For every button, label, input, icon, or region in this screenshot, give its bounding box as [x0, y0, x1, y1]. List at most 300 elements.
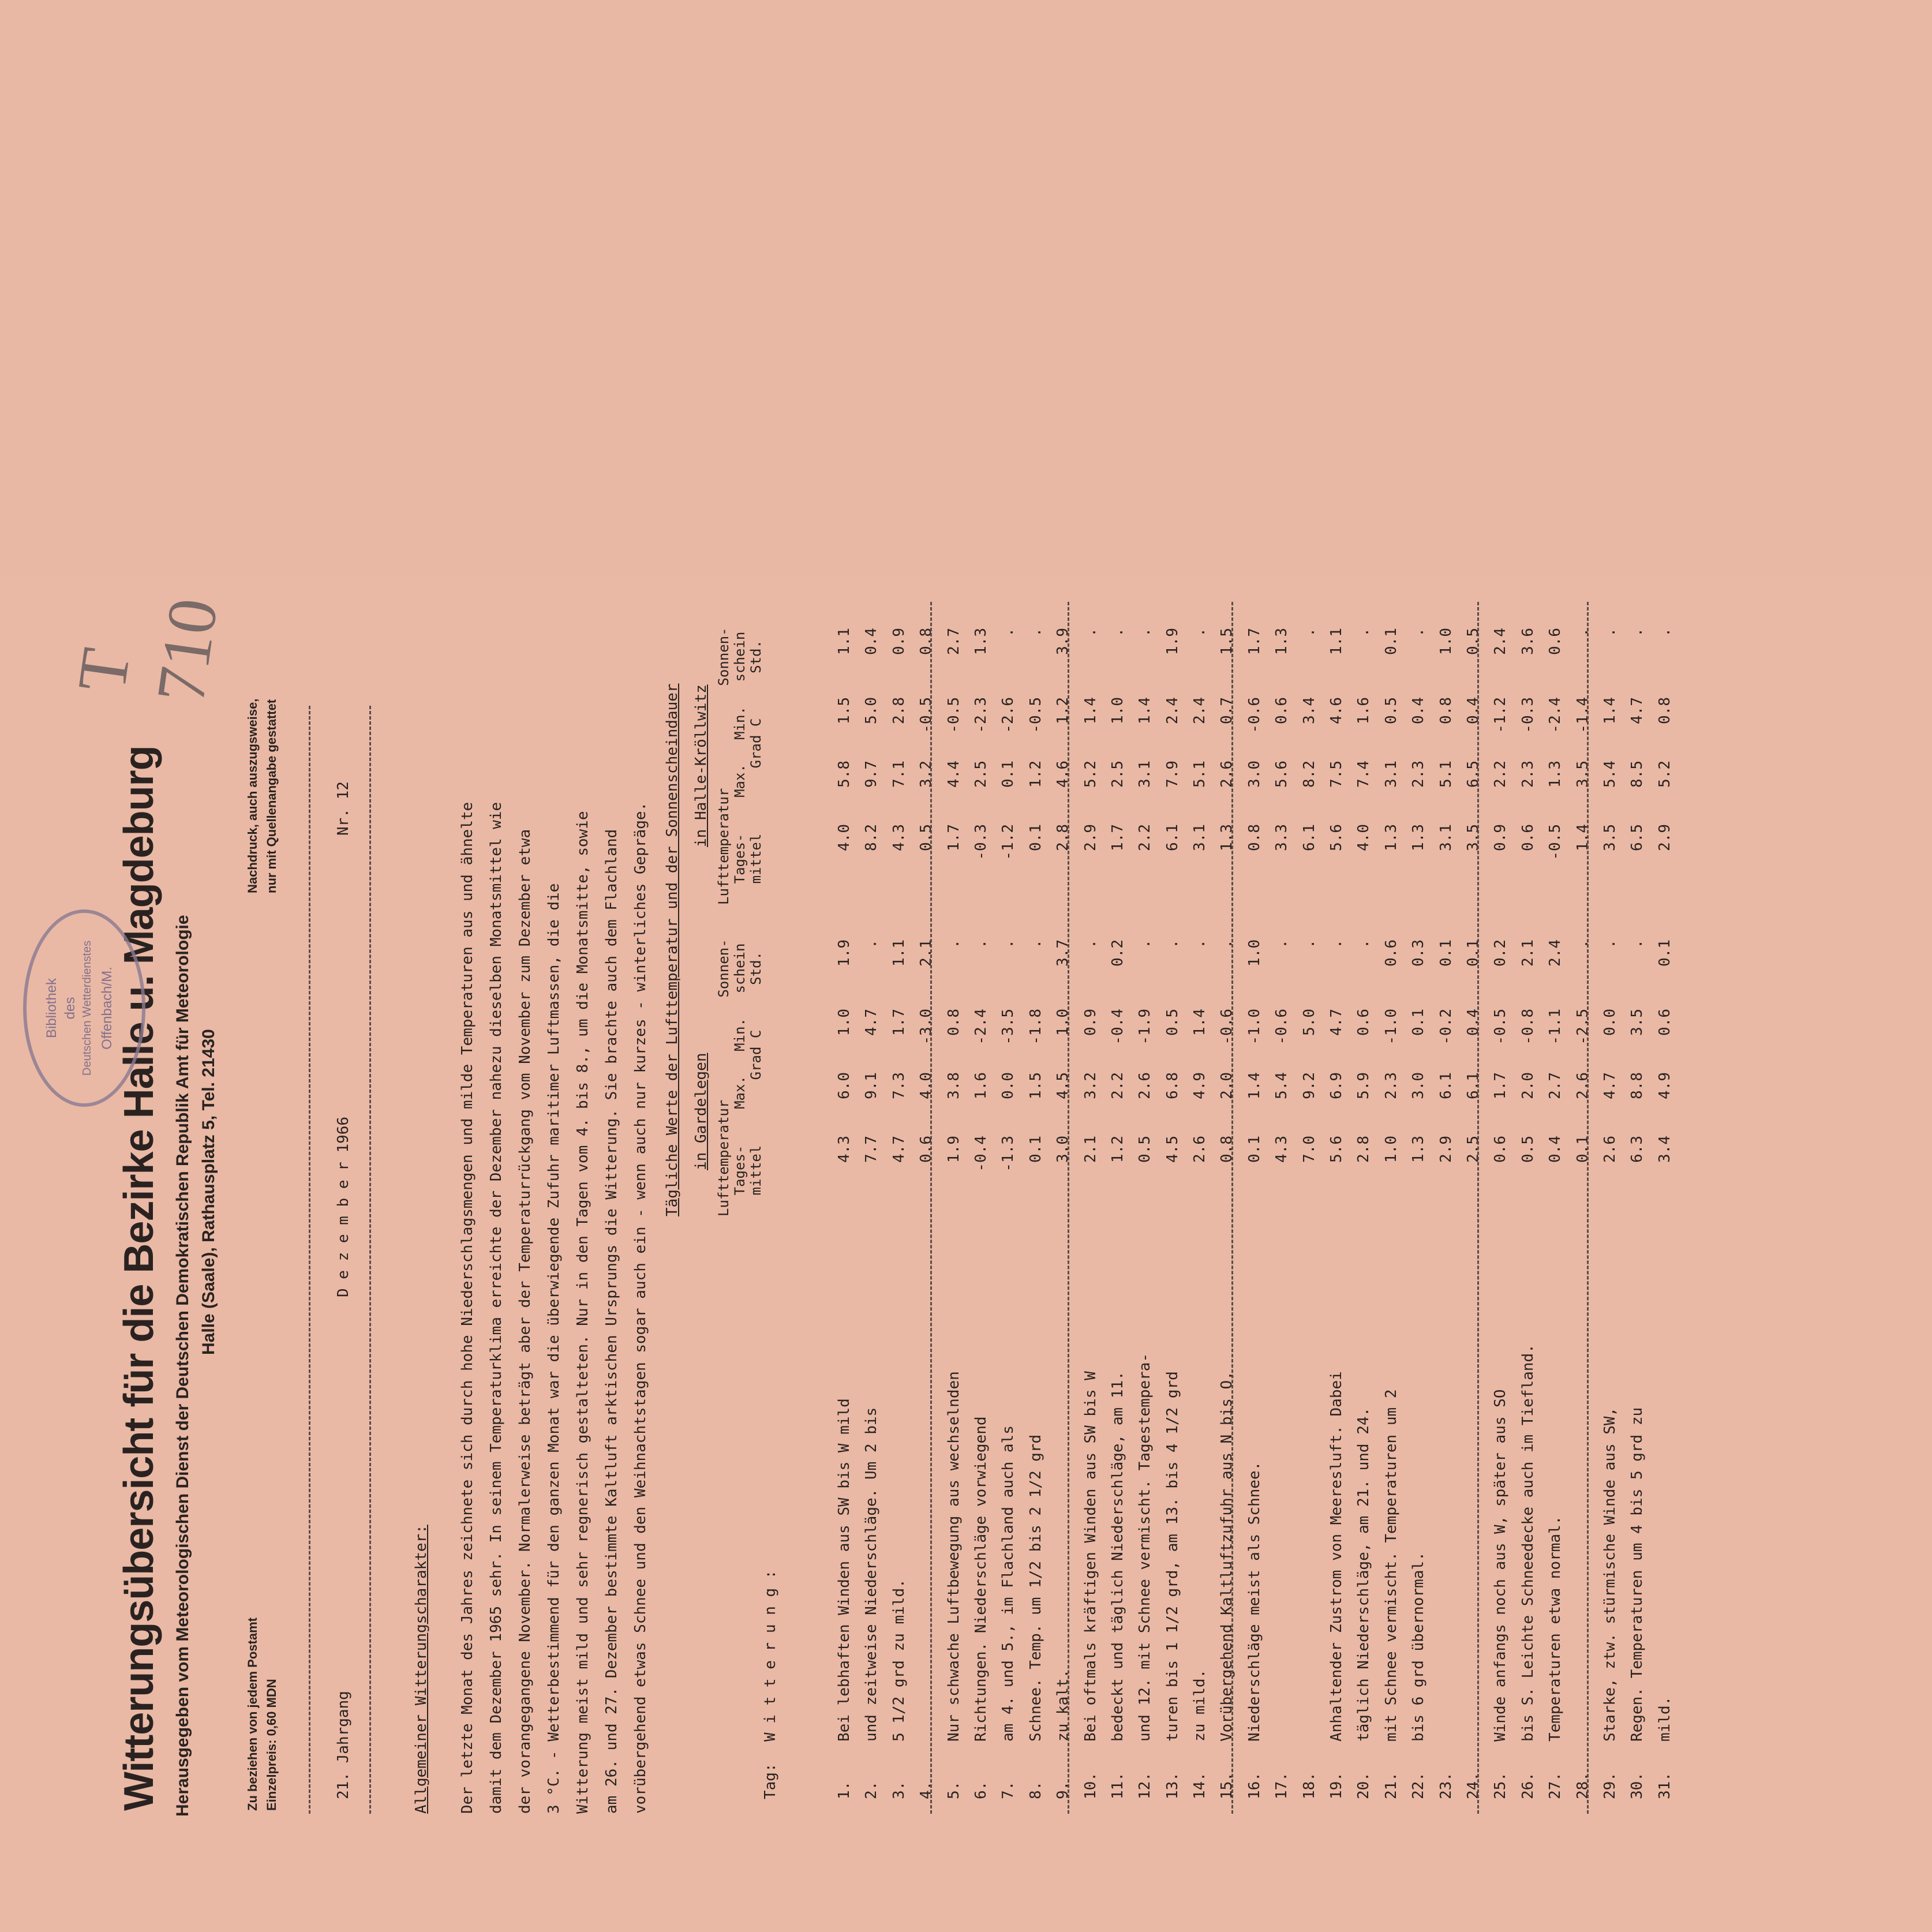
station-gardelegen: in Gardelegen [692, 1053, 710, 1170]
weather-description: zu kalt. [1054, 1669, 1072, 1742]
weather-description: Bei lebhaften Winden aus SW bis W mild [836, 1398, 853, 1742]
table-cell: 1.3 [972, 628, 990, 655]
reprint-note-2: nur mit Quellenangabe gestattet [264, 699, 279, 893]
table-cell: 0.9 [1492, 824, 1510, 851]
table-cell: 3.3 [1273, 824, 1291, 851]
day-number: 11. [1109, 1772, 1126, 1799]
table-cell: . [1136, 628, 1154, 637]
table-cell: 0.5 [1519, 1136, 1537, 1163]
table-cell: 4.6 [1328, 697, 1346, 724]
table-cell: 0.1 [999, 761, 1017, 788]
weather-description [1268, 1344, 1296, 1742]
table-cell: 3.7 [1054, 939, 1072, 967]
divider [309, 706, 310, 1814]
table-cell: 3.2 [918, 761, 935, 788]
table-cell: 1.7 [1109, 824, 1126, 851]
table-cell: 0.8 [1437, 697, 1455, 724]
table-cell: -0.2 [1437, 1009, 1455, 1045]
table-cell: 4.3 [836, 1136, 853, 1163]
header-sonne-h: Sonnen- schein Std. [716, 627, 764, 686]
table-cell: . [1300, 628, 1318, 637]
table-cell: 3.4 [1300, 697, 1318, 724]
weather-description: Winde anfangs noch aus W, später aus SO [1492, 1389, 1510, 1742]
table-cell: 4.3 [890, 824, 908, 851]
weather-description: Schnee. Temp. um 1/2 bis 2 1/2 grd [1027, 1434, 1044, 1742]
halle-min-column [831, 697, 1679, 761]
table-cell: 1.3 [1273, 628, 1291, 655]
table-cell: 4.7 [890, 1136, 908, 1163]
weather-description: Regen. Temperaturen um 4 bis 5 grd zu [1628, 1407, 1646, 1742]
table-cell: 0.0 [999, 1072, 1017, 1099]
stamp-line-3: Deutschen Wetterdienstes [81, 940, 93, 1076]
weather-description: und 12. mit Schnee vermischt. Tagestempera- [1136, 1353, 1154, 1742]
day-number: 1. [836, 1781, 853, 1799]
table-cell: 0.5 [1464, 628, 1482, 655]
table-cell: 7.9 [1163, 761, 1181, 788]
table-cell: 1.2 [1027, 761, 1044, 788]
table-cell: 8.2 [863, 824, 881, 851]
header-max-h: Max. [732, 764, 748, 797]
table-cell: 0.6 [1519, 824, 1537, 851]
weather-description: Vorübergehend Kaltluftzufuhr aus N bis O, [1218, 1371, 1236, 1742]
table-cell: -0.4 [1109, 1009, 1126, 1045]
table-cell: . [1136, 939, 1154, 949]
table-cell: 2.3 [1382, 1072, 1400, 1099]
table-cell: 1.5 [1027, 1072, 1044, 1099]
table-cell: 1.5 [1218, 628, 1236, 655]
table-cell: 2.6 [1191, 1136, 1209, 1163]
table-cell: 5.0 [863, 697, 881, 724]
stamp-line-2: des [62, 997, 78, 1020]
table-cell: 0.8 [1218, 1136, 1236, 1163]
table-cell: 2.5 [972, 761, 990, 788]
table-cell: 2.3 [1410, 761, 1428, 788]
header-mittel-g: Lufttemperatur Tages- mittel [716, 1099, 764, 1216]
table-cell: 3.0 [1245, 761, 1263, 788]
table-cell: 8.2 [1300, 761, 1318, 788]
table-cell: 5.9 [1355, 1072, 1373, 1099]
document-page [0, 575, 1932, 1932]
reprint-note-1: Nachdruck, auch auszugsweise, [245, 698, 260, 893]
table-cell: 0.8 [1656, 697, 1673, 724]
halle-mittel-column [831, 824, 1679, 888]
table-cell: 1.4 [1081, 697, 1099, 724]
table-cell: 0.8 [918, 628, 935, 655]
day-number: 17. [1273, 1772, 1291, 1799]
table-cell: 0.6 [1273, 697, 1291, 724]
table-cell: 5.4 [1273, 1072, 1291, 1099]
table-cell: 0.1 [1027, 824, 1044, 851]
tag-label: Tag: [762, 1763, 779, 1799]
table-cell: 0.1 [1574, 1136, 1592, 1163]
table-cell: 7.1 [890, 761, 908, 788]
table-cell: 5.1 [1437, 761, 1455, 788]
table-cell: 1.3 [1410, 824, 1428, 851]
table-cell: . [1328, 939, 1346, 949]
table-cell: 7.5 [1328, 761, 1346, 788]
stamp-line-4: Offenbach/M. [99, 967, 115, 1050]
table-cell: 1.4 [1191, 1009, 1209, 1036]
table-cell: 0.1 [1410, 1009, 1428, 1036]
gardelegen-sonne-column [831, 939, 1679, 1003]
header-min-h: Min. [732, 706, 748, 740]
gardelegen-min-column [831, 1009, 1679, 1072]
table-cell: 0.5 [1163, 1009, 1181, 1036]
table-cell: 0.4 [1547, 1136, 1564, 1163]
table-cell: . [999, 628, 1017, 637]
table-cell: 2.5 [1109, 761, 1126, 788]
table-cell: 1.0 [836, 1009, 853, 1036]
day-number: 27. [1547, 1772, 1564, 1799]
table-cell: 0.5 [1382, 697, 1400, 724]
day-number: 29. [1601, 1772, 1619, 1799]
table-cell: -1.1 [1547, 1009, 1564, 1045]
table-cell: -0.5 [918, 697, 935, 733]
table-cell: 9.7 [863, 761, 881, 788]
day-number: 12. [1136, 1772, 1154, 1799]
general-paragraph [453, 694, 655, 1814]
jahrgang: 21. Jahrgang [335, 1691, 352, 1799]
table-cell: -2.3 [972, 697, 990, 733]
table-cell: -0.6 [1245, 697, 1263, 733]
table-cell: 5.8 [836, 761, 853, 788]
table-cell: . [1081, 628, 1099, 637]
table-cell: 0.1 [1464, 939, 1482, 967]
header-mittel-h: Lufttemperatur Tages- mittel [716, 788, 764, 905]
table-cell: 1.0 [1109, 697, 1126, 724]
table-cell: 1.3 [1410, 1136, 1428, 1163]
table-cell: 0.6 [1492, 1136, 1510, 1163]
weather-description: turen bis 1 1/2 grd, am 13. bis 4 1/2 grd [1163, 1371, 1181, 1742]
table-cell: 0.9 [890, 628, 908, 655]
table-cell: -1.8 [1027, 1009, 1044, 1045]
day-number: 10. [1081, 1772, 1099, 1799]
table-cell: 7.0 [1300, 1136, 1318, 1163]
table-cell: . [1218, 939, 1236, 949]
issue-month: D e z e m b e r 1966 [335, 1116, 352, 1297]
table-cell: 7.4 [1355, 761, 1373, 788]
table-cell: -0.5 [1547, 824, 1564, 860]
table-cell: 5.6 [1328, 824, 1346, 851]
table-cell: 0.2 [1492, 939, 1510, 967]
weather-description [913, 1344, 940, 1742]
table-cell: 0.6 [1382, 939, 1400, 967]
weather-description: bedeckt und täglich Niederschläge, am 11. [1109, 1371, 1126, 1742]
table-cell: 3.5 [1628, 1009, 1646, 1036]
table-cell: 2.9 [1081, 824, 1099, 851]
publisher-line: Herausgegeben vom Meteorologischen Dienst der Deutschen Demokratischen Republik Amt für Meteorologie [173, 915, 192, 1817]
table-cell: . [1601, 628, 1619, 637]
header-max-g: Max. [732, 1076, 748, 1109]
day-number: 20. [1355, 1772, 1373, 1799]
weather-description: Temperaturen etwa normal. [1547, 1515, 1564, 1742]
table-cell: 6.5 [1628, 824, 1646, 851]
day-number: 31. [1656, 1772, 1673, 1799]
table-cell: 2.1 [1519, 939, 1537, 967]
table-cell: 2.4 [1547, 939, 1564, 967]
table-cell: 4.3 [1273, 1136, 1291, 1163]
day-number: 9. [1054, 1781, 1072, 1799]
table-cell: 3.9 [1054, 628, 1072, 655]
table-cell: 2.4 [1163, 697, 1181, 724]
table-cell: 4.9 [1191, 1072, 1209, 1099]
table-cell: -0.3 [1519, 697, 1537, 733]
table-cell: 2.8 [1054, 824, 1072, 851]
general-heading: Allgemeiner Witterungscharakter: [413, 1525, 430, 1814]
table-cell: . [863, 939, 881, 949]
table-cell: . [1410, 628, 1428, 637]
period-divider [1231, 602, 1233, 1814]
table-cell: 7.3 [890, 1072, 908, 1099]
gardelegen-mittel-column [831, 1136, 1679, 1199]
period-divider [1068, 602, 1069, 1814]
table-cell: -0.6 [1273, 1009, 1291, 1045]
table-cell: 1.5 [836, 697, 853, 724]
table-cell: 2.7 [1547, 1072, 1564, 1099]
halle-max-column [831, 761, 1679, 824]
table-cell: 2.1 [1081, 1136, 1099, 1163]
paragraph-line: vorübergehend etwas Schnee und den Weihnachtstagen sogar auch ein - wenn auch nur kurzes - winterliches Gepräge. [632, 802, 649, 1814]
day-number: 28. [1574, 1772, 1592, 1799]
table-cell: 1.3 [1382, 824, 1400, 851]
station-halle: in Halle-Kröllwitz [692, 684, 710, 847]
table-cell: 2.2 [1109, 1072, 1126, 1099]
table-cell: 4.7 [1328, 1009, 1346, 1036]
table-cell: 0.4 [1464, 1009, 1482, 1036]
table-cell: 5.4 [1601, 761, 1619, 788]
table-cell: 6.8 [1163, 1072, 1181, 1099]
table-cell: . [1273, 939, 1291, 949]
table-cell: . [1081, 939, 1099, 949]
table-caption: Tägliche Werte der Lufttemperatur und der Sonnenscheindauer [664, 683, 681, 1216]
table-cell: -2.4 [1547, 697, 1564, 733]
weather-description: und zeitweise Niederschläge. Um 2 bis [863, 1407, 881, 1742]
description-column [831, 1344, 1679, 1742]
table-cell: 3.5 [1601, 824, 1619, 851]
day-number: 8. [1027, 1781, 1044, 1799]
table-cell: 2.9 [1656, 824, 1673, 851]
table-cell: . [999, 939, 1017, 949]
halle-sonne-column [831, 628, 1679, 691]
table-cell: 0.6 [1547, 628, 1564, 655]
table-cell: 1.7 [890, 1009, 908, 1036]
day-number: 16. [1245, 1772, 1263, 1799]
table-cell: 1.4 [1601, 697, 1619, 724]
period-divider [930, 602, 932, 1814]
table-cell: 1.2 [1109, 1136, 1126, 1163]
day-number: 5. [945, 1781, 963, 1799]
issue-number: Nr. 12 [335, 781, 352, 836]
table-cell: -2.4 [972, 1009, 990, 1045]
table-cell: 0.5 [1136, 1136, 1154, 1163]
table-cell: . [1191, 939, 1209, 949]
header-grad-h: Grad C [748, 718, 764, 769]
day-number: 25. [1492, 1772, 1510, 1799]
table-cell: . [1574, 939, 1592, 949]
table-cell: 0.1 [1382, 628, 1400, 655]
table-cell: 2.6 [1601, 1136, 1619, 1163]
table-cell: . [1656, 628, 1673, 637]
table-cell: 2.0 [1218, 1072, 1236, 1099]
table-cell: 0.8 [945, 1009, 963, 1036]
weather-description: Anhaltender Zustrom von Meeresluft. Dabei [1328, 1371, 1346, 1742]
table-cell: -1.9 [1136, 1009, 1154, 1045]
table-cell: 3.4 [1656, 1136, 1673, 1163]
weather-description [1296, 1344, 1323, 1742]
weather-description: Bei oftmals kräftigen Winden aus SW bis W [1081, 1371, 1099, 1742]
table-cell: . [1109, 628, 1126, 637]
table-cell: 0.3 [1410, 939, 1428, 967]
weather-description: am 4. und 5., im Flachland auch als [999, 1425, 1017, 1742]
paragraph-line: Der letzte Monat des Jahres zeichnete sich durch hohe Niederschlagsmengen und milde Temperaturen aus und ähnelte [459, 802, 476, 1814]
table-cell: 0.7 [1218, 697, 1236, 724]
table-cell: 4.4 [945, 761, 963, 788]
day-number: 13. [1163, 1772, 1181, 1799]
header-sonne-g: Sonnen- schein Std. [716, 939, 764, 998]
weather-description [1433, 1344, 1460, 1742]
table-cell: . [1163, 939, 1181, 949]
table-cell: 2.8 [890, 697, 908, 724]
document-title: Witterungsübersicht für die Bezirke Halle u. Magdeburg [116, 746, 162, 1811]
table-cell: 1.0 [1054, 1009, 1072, 1036]
table-cell: 9.1 [863, 1072, 881, 1099]
table-cell: 1.9 [1163, 628, 1181, 655]
weather-description [1570, 1344, 1597, 1742]
table-cell: 0.4 [1464, 697, 1482, 724]
table-cell: 5.0 [1300, 1009, 1318, 1036]
table-cell: -3.0 [918, 1009, 935, 1045]
paragraph-line: Witterung meist mild und sehr regnerisch gestalteten. Nur in den Tagen vom 4. bis 8., um die Monatsmitte, sowie [574, 811, 591, 1814]
table-cell: 1.0 [1437, 628, 1455, 655]
table-cell: 5.2 [1081, 761, 1099, 788]
table-cell: -0.5 [1492, 1009, 1510, 1045]
table-cell: . [972, 939, 990, 949]
table-cell: 1.7 [945, 824, 963, 851]
table-cell: -1.4 [1574, 697, 1592, 733]
witterung-label: W i t t e r u n g : [762, 1570, 779, 1742]
table-cell: 1.4 [1245, 1072, 1263, 1099]
day-column [831, 1772, 1679, 1799]
table-cell: . [1027, 628, 1044, 637]
table-cell: -2.5 [1574, 1009, 1592, 1045]
weather-description: 5 1/2 grd zu mild. [890, 1579, 908, 1742]
table-cell: 6.0 [836, 1072, 853, 1099]
table-cell: 6.3 [1628, 1136, 1646, 1163]
table-cell: 4.5 [1163, 1136, 1181, 1163]
table-cell: 0.1 [1245, 1136, 1263, 1163]
table-cell: 3.1 [1191, 824, 1209, 851]
table-cell: 0.1 [1656, 939, 1673, 967]
table-cell: . [1628, 628, 1646, 637]
day-number: 7. [999, 1781, 1017, 1799]
table-cell: 2.3 [1519, 761, 1537, 788]
table-cell: 0.6 [918, 1136, 935, 1163]
table-cell: -1.0 [1382, 1009, 1400, 1045]
table-cell: . [1191, 628, 1209, 637]
day-number: 2. [863, 1781, 881, 1799]
table-cell: -1.2 [999, 824, 1017, 860]
table-cell: 2.2 [1492, 761, 1510, 788]
table-cell: 3.1 [1382, 761, 1400, 788]
table-cell: 2.2 [1136, 824, 1154, 851]
table-cell: 8.5 [1628, 761, 1646, 788]
table-cell: 3.1 [1136, 761, 1154, 788]
day-number: 3. [890, 1781, 908, 1799]
table-cell: 5.6 [1328, 1136, 1346, 1163]
paragraph-line: der vorangegangene November. Normalerweise beträgt aber der Temperaturrückgang vom November zum Dezember etwa [516, 829, 534, 1814]
table-cell: -1.2 [1492, 697, 1510, 733]
table-cell: 3.1 [1437, 824, 1455, 851]
table-cell: . [1574, 628, 1592, 637]
table-cell: 1.2 [1054, 697, 1072, 724]
table-cell: 0.1 [1437, 939, 1455, 967]
table-cell: -0.8 [1519, 1009, 1537, 1045]
day-number: 23. [1437, 1772, 1455, 1799]
table-cell: 1.1 [890, 939, 908, 967]
day-number: 6. [972, 1781, 990, 1799]
table-cell: 4.0 [1355, 824, 1373, 851]
table-cell: 3.0 [1410, 1072, 1428, 1099]
table-cell: 6.5 [1464, 761, 1482, 788]
paragraph-line: am 26. und 27. Dezember bestimmte Kaltluft arktischen Ursprungs die Witterung. Sie brachte auch dem Flachland [603, 829, 620, 1814]
table-cell: 0.4 [863, 628, 881, 655]
stamp-line-1: Bibliothek [44, 978, 59, 1039]
table-cell: -0.6 [1218, 1009, 1236, 1045]
table-cell: 4.0 [836, 824, 853, 851]
period-divider [1477, 602, 1479, 1814]
day-number: 14. [1191, 1772, 1209, 1799]
table-cell: 1.4 [1574, 824, 1592, 851]
table-cell: 2.9 [1437, 1136, 1455, 1163]
gardelegen-max-column [831, 1072, 1679, 1136]
table-cell: 0.8 [1245, 824, 1263, 851]
table-cell: . [945, 939, 963, 949]
table-cell: 6.9 [1328, 1072, 1346, 1099]
paragraph-line: 3 °C. - Wetterbestimmend für den ganzen Monat war die überwiegende Zufuhr maritimer Luftmassen, die die [545, 883, 563, 1814]
table-cell: 4.5 [1054, 1072, 1072, 1099]
table-cell: 3.8 [945, 1072, 963, 1099]
table-cell: 0.6 [1355, 1009, 1373, 1036]
weather-description: Niederschläge meist als Schnee. [1245, 1461, 1263, 1742]
table-cell: 1.7 [1245, 628, 1263, 655]
day-number: 22. [1410, 1772, 1428, 1799]
table-cell: 6.1 [1300, 824, 1318, 851]
table-cell: 1.3 [1547, 761, 1564, 788]
table-cell: . [1355, 628, 1373, 637]
table-cell: . [1300, 939, 1318, 949]
header-min-g: Min. [732, 1018, 748, 1051]
table-cell: 6.1 [1437, 1072, 1455, 1099]
table-cell: . [1601, 939, 1619, 949]
table-cell: 4.9 [1656, 1072, 1673, 1099]
day-number: 30. [1628, 1772, 1646, 1799]
table-cell: 3.0 [1054, 1136, 1072, 1163]
table-cell: 2.5 [1464, 1136, 1482, 1163]
table-cell: -3.5 [999, 1009, 1017, 1045]
day-number: 24. [1464, 1772, 1482, 1799]
weather-description: Starke, ztw. stürmische Winde aus SW, [1601, 1407, 1619, 1742]
period-divider [1587, 602, 1589, 1814]
table-cell: 1.9 [836, 939, 853, 967]
day-number: 26. [1519, 1772, 1537, 1799]
table-cell: -2.6 [999, 697, 1017, 733]
table-cell: 2.0 [1519, 1072, 1537, 1099]
table-cell: -1.0 [1245, 1009, 1263, 1045]
table-cell: . [1027, 939, 1044, 949]
table-cell: 7.7 [863, 1136, 881, 1163]
table-cell: -0.5 [1027, 697, 1044, 733]
table-cell: 1.7 [1492, 1072, 1510, 1099]
